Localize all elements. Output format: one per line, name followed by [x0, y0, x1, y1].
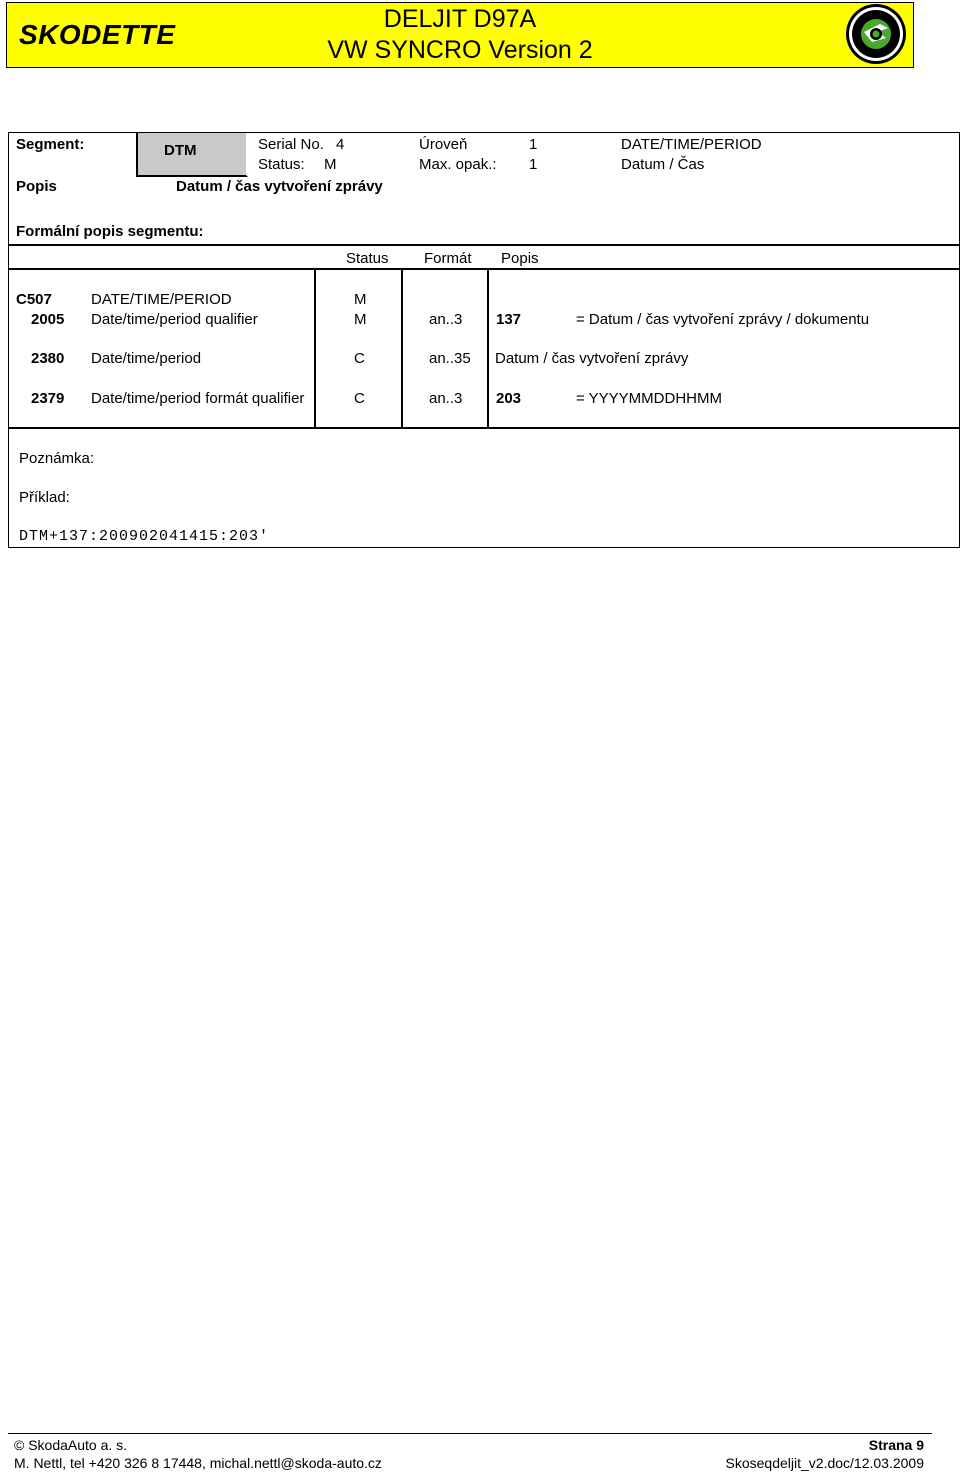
serial-value: 4	[336, 136, 345, 153]
formal-description-label: Formální popis segmentu:	[16, 223, 204, 240]
segment-name-cz: Datum / Čas	[621, 156, 705, 173]
element-name: Date/time/period formát qualifier	[91, 390, 305, 407]
element-status: C	[354, 350, 365, 367]
segment-name-en: DATE/TIME/PERIOD	[621, 136, 762, 153]
divider	[8, 244, 959, 246]
column-divider	[401, 268, 403, 428]
document-title: DELJIT D97A	[383, 5, 537, 33]
document-header	[6, 2, 914, 68]
element-popis-text: = Datum / čas vytvoření zprávy / dokumentu	[576, 311, 870, 328]
element-popis-text: = YYYYMMDDHHMM	[576, 390, 722, 407]
segment-table	[8, 132, 960, 548]
footer-document-id: Skoseqdeljit_v2.doc/12.03.2009	[725, 1455, 924, 1471]
element-name: Date/time/period	[91, 350, 202, 367]
footer-divider	[8, 1433, 932, 1434]
level-value: 1	[529, 136, 538, 153]
column-header-popis: Popis	[501, 250, 539, 267]
footer-contact: M. Nettl, tel +420 326 8 17448, michal.nettl@skoda-auto.cz	[14, 1455, 382, 1471]
element-code: 2005	[31, 311, 65, 328]
priklad-label: Příklad:	[19, 489, 70, 506]
footer-copyright: © SkodaAuto a. s.	[14, 1437, 128, 1453]
status-value: M	[324, 156, 337, 173]
popis-value: Datum / čas vytvoření zprávy	[176, 178, 383, 195]
status-label: Status:	[258, 156, 305, 173]
level-label: Úroveň	[419, 136, 468, 153]
skoda-logo	[842, 2, 914, 66]
composite-name: DATE/TIME/PERIOD	[91, 291, 232, 308]
divider	[8, 268, 959, 270]
composite-code: C507	[16, 291, 52, 308]
element-format: an..3	[429, 311, 463, 328]
element-popis-code: 137	[496, 311, 522, 328]
element-format: an..3	[429, 390, 463, 407]
composite-status: M	[354, 291, 367, 308]
divider	[8, 427, 959, 429]
segment-code: DTM	[164, 142, 197, 159]
element-code: 2380	[31, 350, 65, 367]
brand-title: SKODETTE	[19, 19, 176, 50]
element-code: 2379	[31, 390, 65, 407]
column-divider	[314, 268, 316, 428]
element-status: M	[354, 311, 367, 328]
document-subtitle: VW SYNCRO Version 2	[327, 36, 593, 64]
element-popis-code: 203	[496, 390, 522, 407]
segment-label: Segment:	[16, 136, 85, 153]
example-message: DTM+137:200902041415:203'	[19, 528, 270, 545]
footer-page-number: Strana 9	[868, 1437, 924, 1453]
popis-label: Popis	[16, 178, 57, 195]
poznamka-label: Poznámka:	[19, 450, 95, 467]
column-divider	[487, 268, 489, 428]
column-header-format: Formát	[424, 250, 472, 267]
maxrep-value: 1	[529, 156, 538, 173]
serial-label: Serial No.	[258, 136, 324, 153]
element-format: an..35	[429, 350, 471, 367]
column-header-status: Status	[346, 250, 389, 267]
maxrep-label: Max. opak.:	[419, 156, 497, 173]
element-popis-text: Datum / čas vytvoření zprávy	[495, 350, 689, 367]
element-name: Date/time/period qualifier	[91, 311, 258, 328]
element-status: C	[354, 390, 365, 407]
